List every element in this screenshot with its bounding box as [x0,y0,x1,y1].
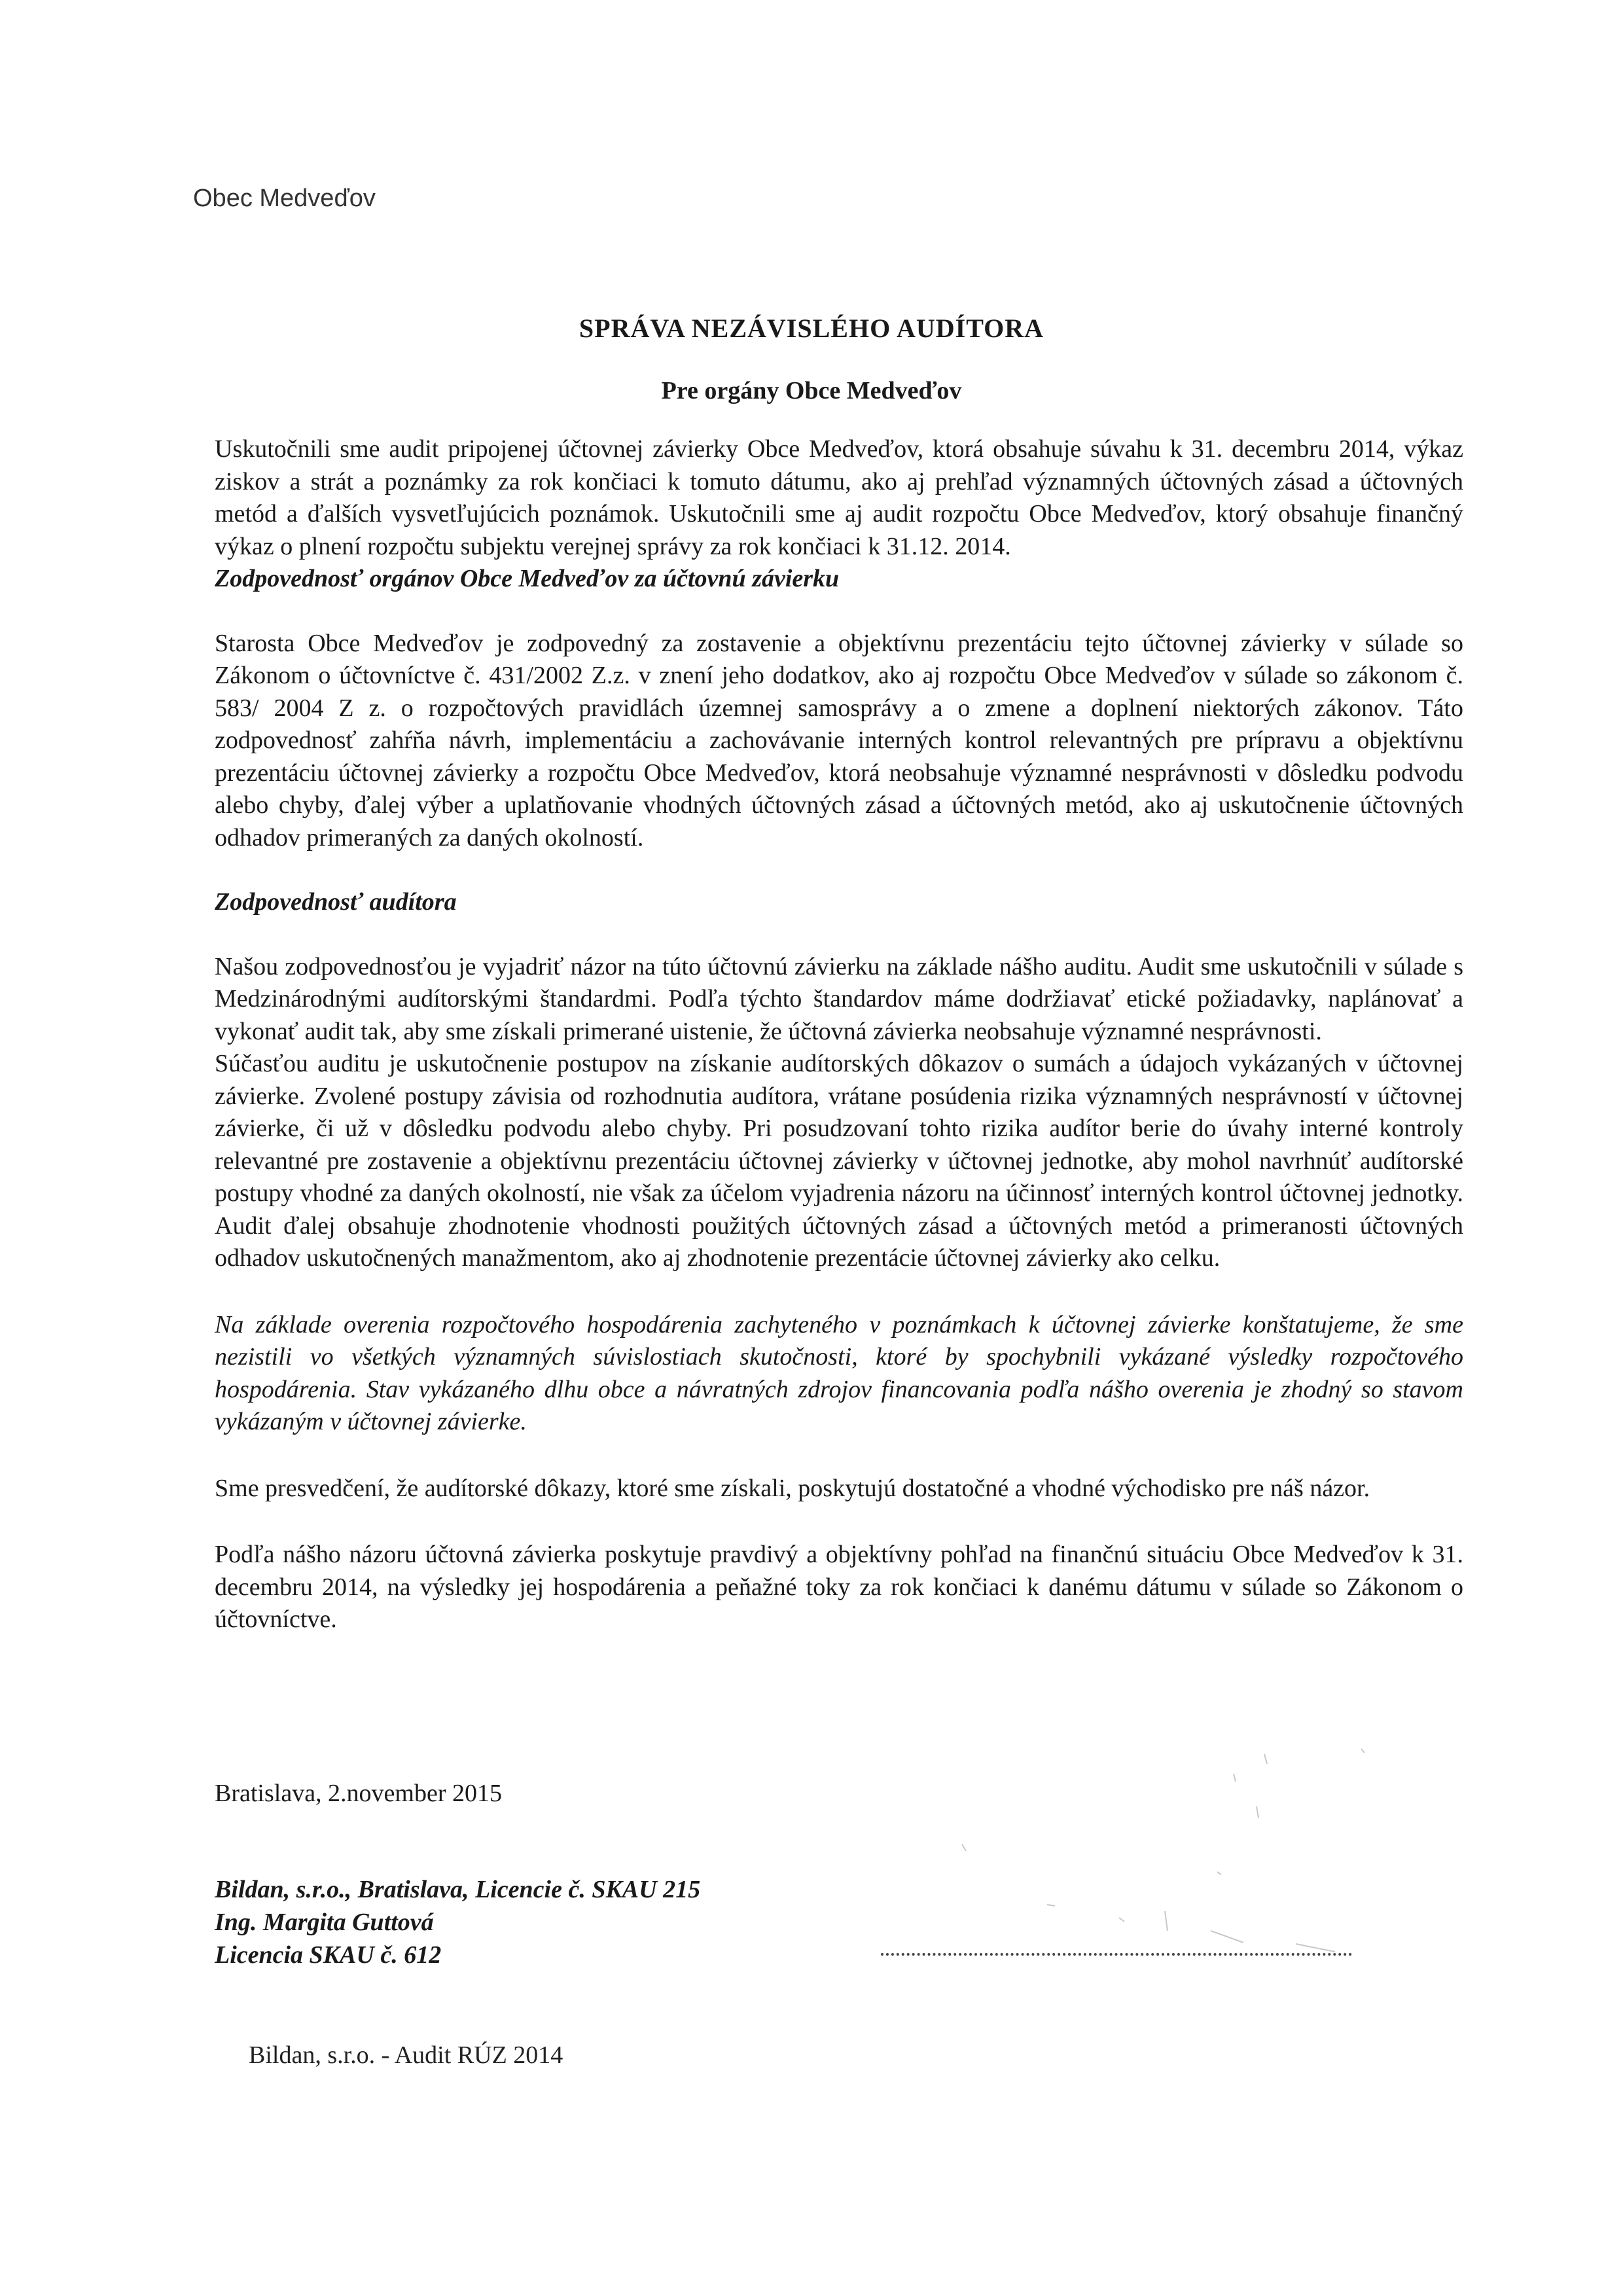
signatory-license: Licencia SKAU č. 612 [215,1941,442,1969]
evidence-paragraph: Sme presvedčení, že audítorské dôkazy, ktoré sme získali, poskytujú dostatočné a vhodné východisko pre náš názor. [215,1474,1370,1502]
signatory-name: Ing. Margita Guttová [215,1909,434,1936]
signatory-block [215,1873,700,1971]
signature-line [881,1953,1352,1956]
faint-signature-marks [903,1734,1440,1983]
audit-procedures-paragraph: Súčasťou auditu je uskutočnenie postupov na získanie audítorských dôkazov o sumách a údajoch vykázaných v účtovnej závierke. Zvolené postupy závisia od rozhodnutia audítora, vrátane posúdenia rizika významných nesprávností v účtovnej závierke, či už v dôsledku podvodu alebo chyby. Pri posudzovaní tohto rizika audítor berie do úvahy interné kontroly relevantné pre zostavenie a objektívnu prezentáciu účtovnej závierky v účtovnej jednotke, aby mohol navrhnúť audítorské postupy vhodné za daných okolností, nie však za účelom vyjadrenia názoru na účinnosť interných kontrol účtovnej jednotky. Audit ďalej obsahuje zhodnotenie vhodnosti použitých účtovných zásad a účtovných metód a primeranosti účtovných odhadov uskutočnených manažmentom, ako aj zhodnotenie prezentácie účtovnej závierky ako celku. [215,1050,1463,1272]
document-title: SPRÁVA NEZÁVISLÉHO AUDÍTORA [579,314,1044,343]
header-organization: Obec Medveďov [193,185,376,212]
opinion-paragraph: Podľa nášho názoru účtovná závierka poskytuje pravdivý a objektívny pohľad na finančnú situáciu Obce Medveďov k 31. decembru 2014, na výsledky jej hospodárenia a peňažné toky za rok končiaci k danému dátumu v súlade so Zákonom o účtovníctve. [215,1541,1463,1633]
section-heading-auditor-responsibility: Zodpovednosť audítora [215,888,457,916]
document-subtitle: Pre orgány Obce Medveďov [661,377,962,404]
budget-verification-paragraph: Na základe overenia rozpočtového hospodárenia zachyteného v poznámkach k účtovnej závierke konštatujeme, že sme nezistili vo všetkých významných súvislostiach skutočnosti, ktoré by spochybnili vykázané výsledky rozpočtového hospodárenia. Stav vykázaného dlhu obce a návratných zdrojov financovania podľa nášho overenia je zhodný so stavom vykázaným v účtovnej závierke. [215,1310,1463,1435]
section-heading-management-responsibility: Zodpovednosť orgánov Obce Medveďov za účtovnú závierku [215,565,840,592]
page-footer: Bildan, s.r.o. - Audit RÚZ 2014 [249,2041,563,2069]
intro-paragraph: Uskutočnili sme audit pripojenej účtovnej závierky Obce Medveďov, ktorá obsahuje súvahu k 31. decembru 2014, výkaz ziskov a strát a poznámky za rok končiaci k tomuto dátumu, ako aj prehľad významných účtovných zásad a účtovných metód a ďalších vysvetľujúcich poznámok. Uskutočnili sme aj audit rozpočtu Obce Medveďov, ktorý obsahuje finančný výkaz o plnení rozpočtu subjektu verejnej správy za rok končiaci k 31.12. 2014. [215,435,1463,560]
signatory-firm: Bildan, s.r.o., Bratislava, Licencie č. SKAU 215 [215,1876,701,1903]
document-body [215,433,1463,1636]
place-and-date: Bratislava, 2.november 2015 [215,1780,503,1807]
management-responsibility-paragraph: Starosta Obce Medveďov je zodpovedný za zostavenie a objektívnu prezentáciu tejto účtovnej závierky v súlade so Zákonom o účtovníctve č. 431/2002 Z.z. v znení jeho dodatkov, ako aj rozpočtu Obce Medveďov v súlade so zákonom č. 583/ 2004 Z z. o rozpočtových pravidlách územnej samosprávy a o zmene a doplnení niektorých zákonov. Táto zodpovednosť zahŕňa návrh, implementáciu a zachovávanie interných kontrol relevantných pre prípravu a objektívnu prezentáciu účtovnej závierky a rozpočtu Obce Medveďov, ktorá neobsahuje významné nesprávnosti v dôsledku podvodu alebo chyby, ďalej výber a uplatňovanie vhodných účtovných zásad a účtovných metód, ako aj uskutočnenie účtovných odhadov primeraných za daných okolností. [215,629,1463,852]
auditor-responsibility-paragraph: Našou zodpovednosťou je vyjadriť názor na túto účtovnú závierku na základe nášho auditu. Audit sme uskutočnili v súlade s Medzinárodnými audítorskými štandardmi. Podľa týchto štandardov máme dodržiavať etické požiadavky, naplánovať a vykonať audit tak, aby sme získali primerané uistenie, že účtovná závierka neobsahuje významné nesprávnosti. [215,952,1463,1045]
